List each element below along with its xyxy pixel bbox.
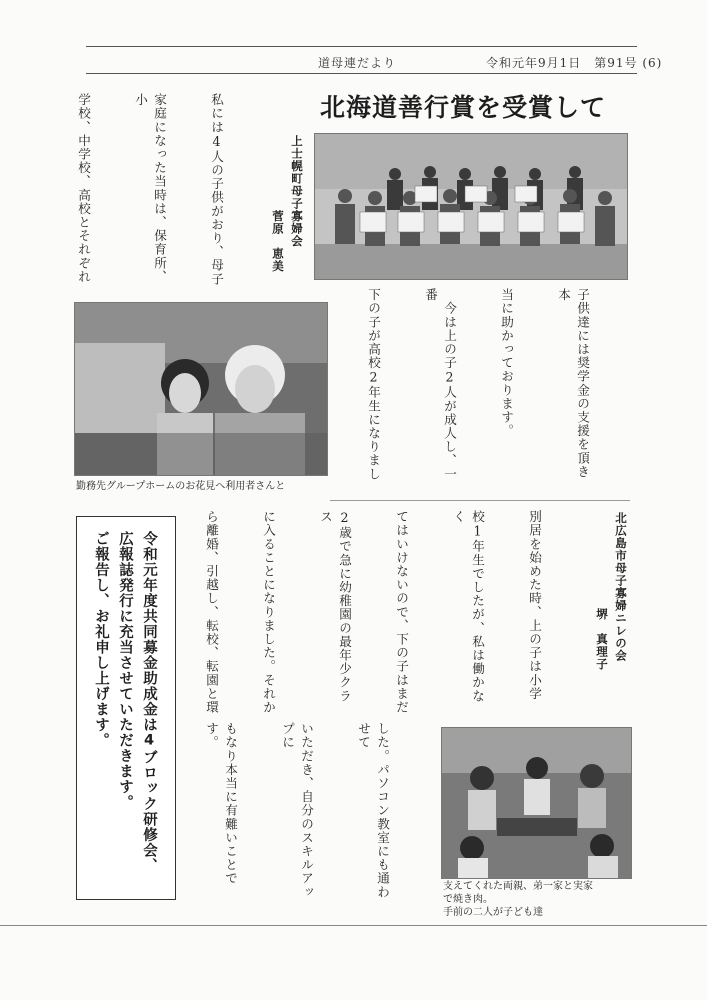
notice-line: 広報誌発行に充当させていただきます。 xyxy=(117,531,133,810)
a2-line: 別居を始めた時、上の子は小学 xyxy=(527,510,542,701)
a1-line: 今は上の子2人が成人し、一番 xyxy=(423,288,457,481)
a2-line: 校1年生でしたが、私は働かなく xyxy=(451,510,485,703)
notice-box xyxy=(76,516,176,900)
article2-body-lower xyxy=(182,722,430,900)
bbq-photo xyxy=(441,727,632,879)
article1-body-top xyxy=(74,93,264,293)
a1-line: 当に助かっております。 xyxy=(499,288,514,438)
bbq-caption-line: で焼き肉。 xyxy=(443,894,493,905)
notice-line: ご報告し、お礼申し上げます。 xyxy=(93,531,109,748)
a1-line: 学校、中学校、高校とそれぞれ xyxy=(76,93,91,284)
bbq-photo-caption xyxy=(443,880,593,919)
article2-body-upper xyxy=(182,510,582,715)
footer-rule xyxy=(0,925,707,926)
car-photo xyxy=(74,302,328,476)
a1-line: 子供達には奨学金の支援を頂き本 xyxy=(556,288,590,479)
car-photo-icon xyxy=(75,303,327,475)
article-divider xyxy=(330,500,630,501)
bbq-caption-line: 支えてくれた両親、弟一家と実家 xyxy=(443,881,593,892)
a1-line: 家庭になった当時は、保育所、小 xyxy=(133,93,167,284)
a2-line: した。パソコン教室にも通わせて xyxy=(356,722,390,899)
group-photo-icon xyxy=(315,134,627,279)
header-rule-bottom xyxy=(86,73,637,74)
bbq-photo-icon xyxy=(442,728,631,878)
bbq-caption-line: 手前の二人が子ども達 xyxy=(443,907,543,918)
headline: 北海道善行賞を受賞して xyxy=(320,93,607,122)
article2-organization: 北広島市母子寡婦ニレの会 xyxy=(614,512,628,662)
a2-line: ら離婚、引越し、転校、転園と環 xyxy=(204,510,219,714)
a2-line: いただき、自分のスキルアップに xyxy=(280,722,314,899)
a2-line: てはいけないので、下の子はまだ xyxy=(394,510,409,714)
a2-line: 2歳で急に幼稚園の最年少クラス xyxy=(318,510,352,703)
issue-info: 令和元年9月1日 第91号 (6) xyxy=(486,56,663,70)
article1-body-mid xyxy=(340,288,630,488)
article1-author: 菅原 恵美 xyxy=(271,210,285,273)
a2-line: もなり本当に有難いことです。 xyxy=(204,722,238,886)
a1-line: 下の子が高校2年生になりまし xyxy=(366,288,381,481)
header-rule-top xyxy=(86,46,637,47)
newsletter-name: 道母連だより xyxy=(318,56,397,70)
a1-line: 私には4人の子供がおり、母子 xyxy=(209,93,224,286)
award-group-photo xyxy=(314,133,628,280)
article1-organization: 上士幌町母子寡婦会 xyxy=(290,135,304,248)
notice-line: 令和元年度共同募金助成金は4ブロック研修会、 xyxy=(141,531,157,874)
a2-line: に入ることになりました。それか xyxy=(261,510,276,714)
article2-author: 堺 真理子 xyxy=(595,608,609,671)
car-photo-caption: 勤務先グループホームのお花見へ利用者さんと xyxy=(76,481,286,492)
